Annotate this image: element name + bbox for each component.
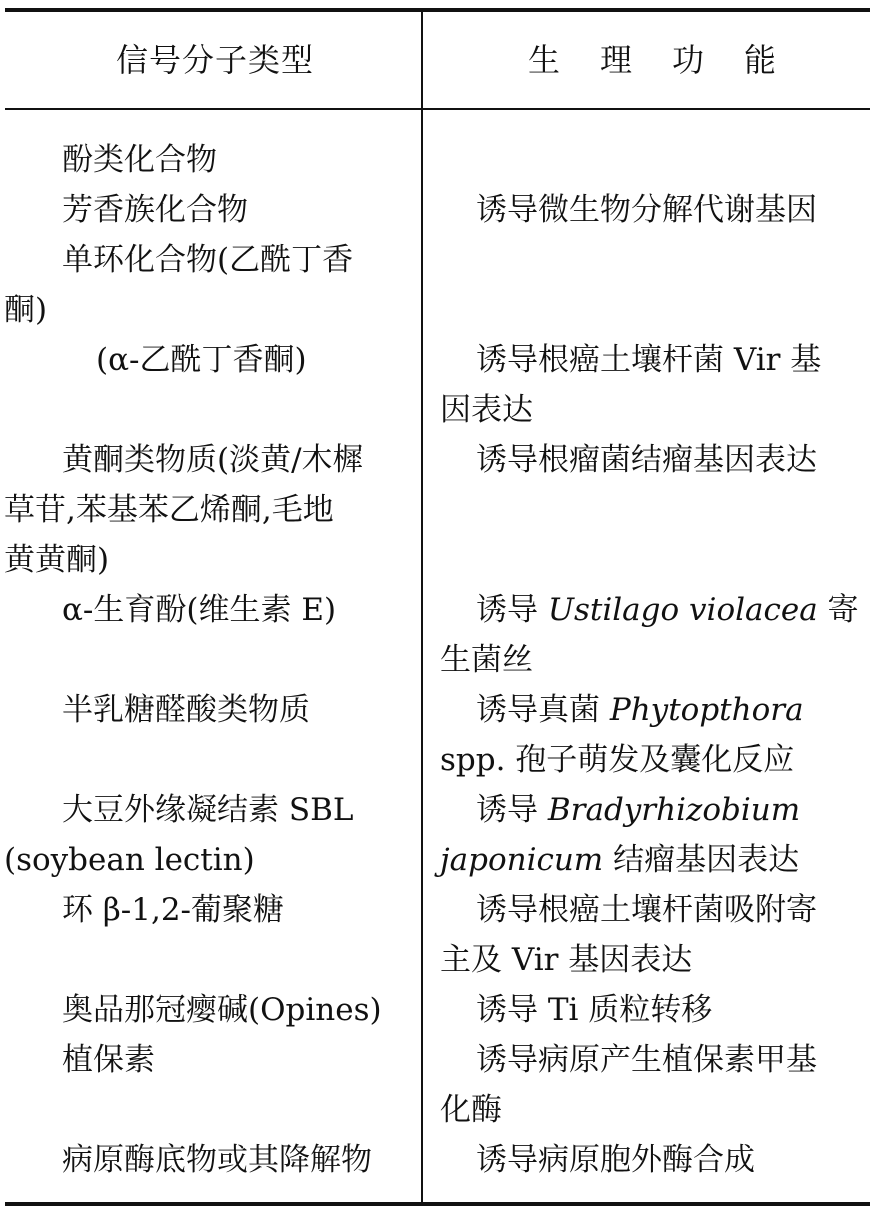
column-divider xyxy=(421,10,423,1204)
table-row-0-type: 酚类化合物 芳香族化合物 单环化合物(乙酰丁香 酮) xyxy=(4,142,354,328)
table-row-9-function: 诱导病原胞外酶合成 xyxy=(476,1142,755,1178)
table-row-4-type: 半乳糖醛酸类物质 xyxy=(62,692,310,728)
table-row-1-type: (α-乙酰丁香酮) xyxy=(96,342,307,378)
table-row-6-type: 环 β-1,2-葡聚糖 xyxy=(62,892,285,928)
table-row-9-type: 病原酶底物或其降解物 xyxy=(62,1142,372,1178)
table-row-4-function: 诱导真菌 Phytopthora spp. 孢子萌发及囊化反应 xyxy=(440,692,804,778)
table-top-rule xyxy=(5,8,870,12)
table-bottom-rule xyxy=(5,1202,870,1206)
table-row-8-function: 诱导病原产生植保素甲基 化酶 xyxy=(440,1042,817,1128)
header-signal-type: 信号分子类型 xyxy=(116,41,315,79)
table-row-7-type: 奥品那冠瘿碱(Opines) xyxy=(62,992,382,1028)
table-row-2-function: 诱导根瘤菌结瘤基因表达 xyxy=(476,442,817,478)
table-row-3-type: α-生育酚(维生素 E) xyxy=(62,592,337,628)
table-row-1-function: 诱导根癌土壤杆菌 Vir 基 因表达 xyxy=(440,342,822,428)
table-row-5-function: 诱导 Bradyrhizobium japonicum 结瘤基因表达 xyxy=(440,792,801,878)
table-row-8-type: 植保素 xyxy=(62,1042,155,1078)
table-row-5-type: 大豆外缘凝结素 SBL (soybean lectin) xyxy=(4,792,354,878)
table-row-3-function: 诱导 Ustilago violacea 寄 生菌丝 xyxy=(440,592,859,678)
table-row-7-function: 诱导 Ti 质粒转移 xyxy=(476,992,713,1028)
table-row-6-function: 诱导根癌土壤杆菌吸附寄 主及 Vir 基因表达 xyxy=(440,892,817,978)
table-row-0-function: 诱导微生物分解代谢基因 xyxy=(476,192,817,228)
table-row-2-type: 黄酮类物质(淡黄/木樨 草苷,苯基苯乙烯酮,毛地 黄黄酮) xyxy=(4,442,364,578)
table-header-rule xyxy=(5,108,870,110)
header-function: 生理功能 xyxy=(528,41,817,79)
